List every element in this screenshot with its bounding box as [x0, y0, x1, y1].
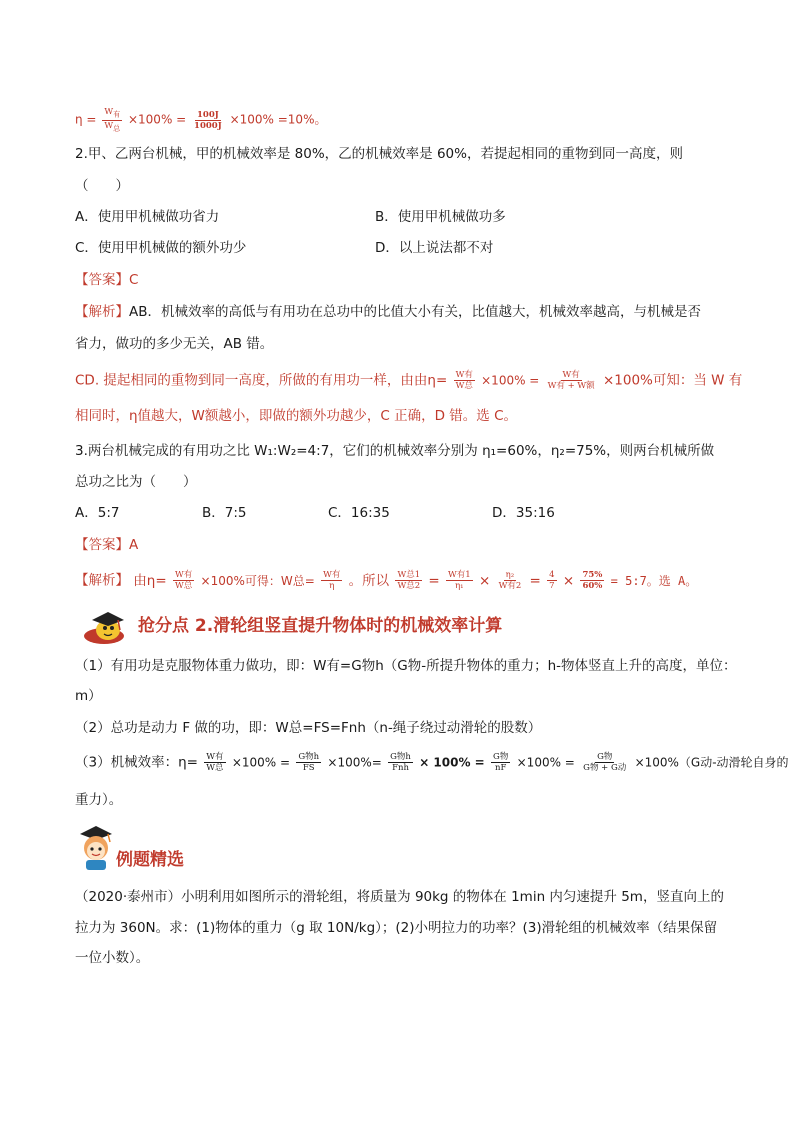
q2-option-a: A．使用甲机械做功省力: [75, 209, 220, 225]
fraction: $\frac{\text{η₂}}{\text{W有2}}$: [498, 570, 522, 591]
fraction: $\frac{\text{W有1}}{\text{η₁}}$: [448, 570, 471, 591]
fraction: $\frac{4}{7}$: [549, 570, 555, 591]
example-title: 例题精选: [116, 850, 184, 870]
q2-analysis-cd-cont: 相同时，η值越大，W额越小，即做的额外功越少，C 正确，D 错。选 C。: [75, 408, 518, 424]
q3-stem-cont: 总功之比为（ ）: [75, 474, 197, 490]
fraction: $\frac{100J}{1000J}$: [194, 109, 222, 131]
example-line-2: 拉力为 360N。求：(1)物体的重力（g 取 10N/kg）；(2)小明拉力的功率？(3)滑轮组的机械效率（结果保留: [75, 920, 718, 936]
sec2-point-2: （2）总功是动力 F 做的功，即：W总=FS=Fnh（n-绳子绕过动滑轮的股数）: [75, 720, 542, 736]
q2-analysis: 【解析】AB．机械效率的高低与有用功在总功中的比值大小有关，比值越大，机械效率越高，与机械是否: [75, 304, 701, 320]
sec2-point-1: （1）有用功是克服物体重力做功，即：W有=G物h（G物-所提升物体的重力；h-物体竖直上升的高度，单位：: [75, 658, 737, 674]
q2-stem: 2.甲、乙两台机械，甲的机械效率是 80%，乙的机械效率是 60%，若提起相同的重物到同一高度，则: [75, 146, 683, 162]
q3-option-b: B．7:5: [202, 505, 247, 521]
q3-stem: 3.两台机械完成的有用功之比 W₁:W₂=4:7，它们的机械效率分别为 η₁=60%，η₂=75%，则两台机械所做: [75, 443, 715, 459]
fraction: $\frac{\text{W有}}{\text{W总}}$: [455, 370, 473, 391]
sec2-point-3-cont: 重力）。: [75, 792, 123, 808]
q3-option-a: A．5:7: [75, 505, 120, 521]
q3-answer: 【答案】A: [75, 537, 139, 553]
fraction: $\frac{\text{W总1}}{\text{W总2}}$: [397, 570, 421, 591]
fraction: $\frac{\text{G物h}}{\text{Fnh}}$: [390, 752, 411, 773]
sec2-point-1-cont: m）: [75, 688, 102, 704]
fraction: $\frac{\text{W有}}{\text{W总}}$: [174, 570, 193, 591]
fraction: $\frac{\text{W有}}{\text{W有 + W额}}$: [547, 370, 595, 391]
mascot-student-icon: [74, 824, 118, 872]
fraction: $\frac{\text{G物}}{nF}$: [493, 752, 509, 773]
q2-stem-paren: （ ）: [75, 178, 129, 194]
example-line-1: （2020·泰州市）小明利用如图所示的滑轮组，将质量为 90kg 的物体在 1min 内匀速提升 5m，竖直向上的: [75, 889, 724, 905]
q2-analysis-cd: CD. 提起相同的重物到同一高度，所做的有用功一样，由由η= $\frac{\text{W有}}{\text{W总}}$ ×100% = $\frac{\text{W有}}{\text{W有 + W额}}$ ×100%可知：当 W 有: [75, 370, 743, 391]
q2-analysis-cont: 省力，做功的多少无关，AB 错。: [75, 336, 274, 352]
fraction: $\frac{75\%}{60\%}$: [582, 570, 603, 591]
q3-analysis: 【解析】 由η= $\frac{\text{W有}}{\text{W总}}$ ×100%可得：W总= $\frac{\text{W有}}{\eta}$ 。所以 $\frac{\text{W总1}}{\text{W总2}}$ = $\frac{\text{W有1}}{\text{η₁}}$ × $\frac{\text{η₂}}{\text{W有2}}$ = $\frac{4}{7}$ × $\frac{75\%}{60\%}$ = 5:7。选 A。: [75, 570, 698, 591]
example-line-3: 一位小数）。: [75, 950, 150, 966]
fraction: $\frac{W_有}{W_总}$: [104, 107, 121, 133]
section-2-title: 抢分点 2.滑轮组竖直提升物体时的机械效率计算: [138, 616, 503, 636]
fraction: $\frac{\text{G物h}}{FS}$: [298, 752, 320, 773]
q2-option-c: C．使用甲机械做的额外功少: [75, 240, 247, 256]
fraction: $\frac{\text{W有}}{\eta}$: [323, 570, 341, 591]
q2-answer: 【答案】C: [75, 272, 139, 288]
sec2-point-3: （3）机械效率：η= $\frac{\text{W有}}{\text{W总}}$ ×100% = $\frac{\text{G物h}}{FS}$ ×100%= $\frac{\text{G物h}}{\text{Fnh}}$ × 100% = $\frac{\text{G物}}{nF}$ ×100% = $\frac{\text{G物}}{\text{G物 + G动}}$ ×100%（G动-动滑轮自身的: [75, 752, 789, 773]
q3-option-c: C．16:35: [328, 505, 390, 521]
fraction: $\frac{\text{W有}}{\text{W总}}$: [206, 752, 224, 773]
q2-option-b: B．使用甲机械做功多: [375, 209, 506, 225]
fraction: $\frac{\text{G物}}{\text{G物 + G动}}$: [583, 752, 627, 773]
mascot-graduate-icon: [74, 606, 130, 646]
q2-option-d: D．以上说法都不对: [375, 240, 494, 256]
q3-option-d: D．35:16: [492, 505, 555, 521]
formula-line-1: η = $\frac{W_有}{W_总}$ ×100% = $\frac{100J}{1000J}$ ×100% =10%。: [75, 107, 327, 133]
